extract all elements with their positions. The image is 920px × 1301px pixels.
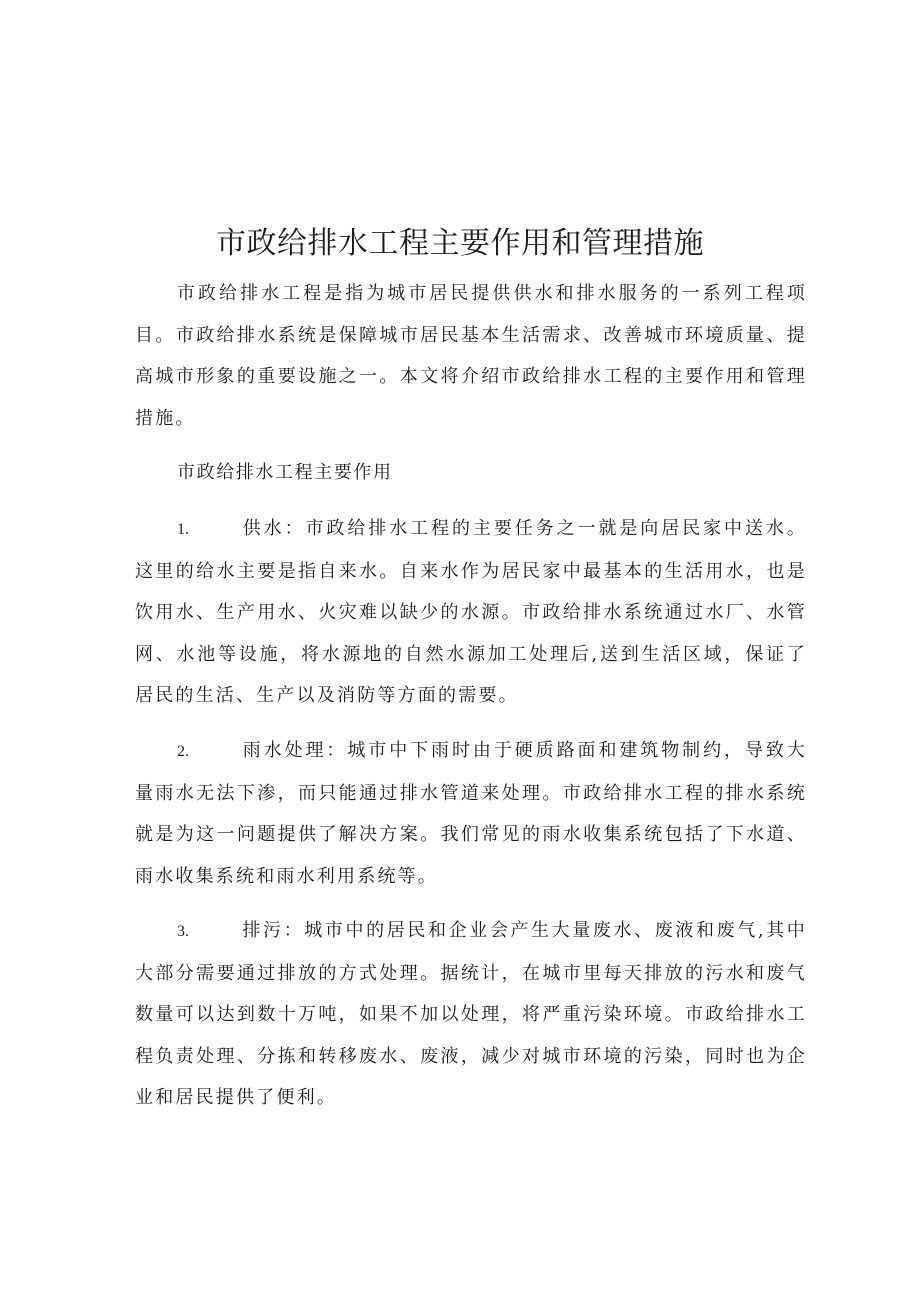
list-item	[135, 508, 807, 717]
list-item-number: 2.	[177, 743, 189, 760]
document-title: 市政给排水工程主要作用和管理措施	[216, 226, 704, 261]
list-item	[135, 910, 807, 1119]
list-item-text: 排污：城市中的居民和企业会产生大量废水、废液和废气,其中大部分需要通过排放的方式处理。据统计，在城市里每天排放的污水和废气数量可以达到数十万吨，如果不加以处理，将严重污染环境。市政给排水工程负责处理、分拣和转移废水、废液，减少对城市环境的污染，同时也为企业和居民提供了便利。	[135, 920, 807, 1108]
section-heading: 市政给排水工程主要作用	[177, 462, 393, 483]
list-item-number: 3.	[177, 923, 189, 940]
list-item-number: 1.	[177, 521, 189, 538]
list-item-text: 雨水处理：城市中下雨时由于硬质路面和建筑物制约，导致大量雨水无法下渗，而只能通过排水管道来处理。市政给排水工程的排水系统就是为这一问题提供了解决方案。我们常见的雨水收集系统包括了下水道、雨水收集系统和雨水利用系统等。	[135, 740, 807, 887]
intro-paragraph: 市政给排水工程是指为城市居民提供供水和排水服务的一系列工程项目。市政给排水系统是保障城市居民基本生活需求、改善城市环境质量、提高城市形象的重要设施之一。本文将介绍市政给排水工程的主要作用和管理措施。	[135, 283, 807, 429]
list-item-text: 供水：市政给排水工程的主要任务之一就是向居民家中送水。这里的给水主要是指自来水。自来水作为居民家中最基本的生活用水，也是饮用水、生产用水、火灾难以缺少的水源。市政给排水系统通过水厂、水管网、水池等设施，将水源地的自然水源加工处理后,送到生活区域，保证了居民的生活、生产以及消防等方面的需要。	[135, 518, 807, 706]
list-item	[135, 730, 807, 897]
